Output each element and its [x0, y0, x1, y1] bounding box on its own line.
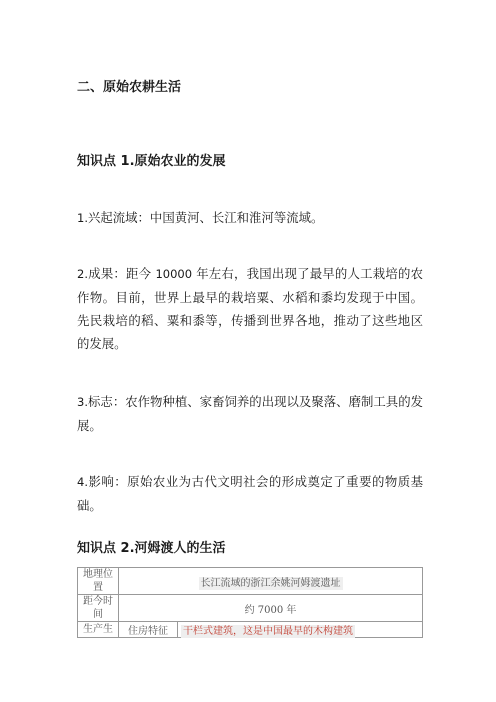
item-prefix: 成果：距今 — [87, 266, 156, 281]
paragraph-impact — [77, 470, 423, 517]
item-number: 1. — [77, 211, 88, 225]
knowledge-point-1-title: 知识点 1.原始农业的发展 — [77, 154, 226, 169]
knowledge-point-2-title: 知识点 2.河姆渡人的生活 — [77, 541, 226, 556]
row-label: 距今时间 — [78, 595, 119, 622]
paragraph-marks — [77, 390, 423, 437]
row-label: 地理位置 — [78, 568, 119, 595]
row-value: 约 7000 年 — [119, 595, 423, 622]
item-number: 3. — [77, 395, 88, 409]
item-number: 4. — [77, 475, 88, 489]
item-number: 2. — [77, 267, 88, 281]
item-year: 10000 — [155, 267, 193, 281]
row-value: 长江流域的浙江余姚河姆渡遗址 — [119, 568, 423, 595]
table-row — [78, 595, 423, 622]
paragraph-achievement — [77, 262, 423, 355]
item-text: 标志：农作物种植、家畜饲养的出现以及聚落、磨制工具的发展。 — [77, 394, 423, 433]
row-label: 生产生 — [78, 622, 119, 638]
item-text: 年左右，我国出现了最早的人工栽培的农作物。目前，世界上最早的栽培粟、水稻和黍均发现于中国。先民栽培的稻、粟和黍等，传播到世界各地，推动了这些地区的发展。 — [77, 266, 423, 351]
row-sublabel: 住房特征 — [119, 622, 178, 638]
item-text: 兴起流域：中国黄河、长江和淮河等流域。 — [87, 210, 324, 225]
row-value: 干栏式建筑，这是中国最早的木构建筑 — [178, 622, 423, 638]
table-row — [78, 568, 423, 595]
paragraph-origin — [77, 206, 423, 230]
section-title: 二、原始农耕生活 — [77, 80, 182, 95]
table-row — [78, 622, 423, 638]
hemudu-info-table — [77, 567, 423, 638]
item-text: 影响：原始农业为古代文明社会的形成奠定了重要的物质基础。 — [77, 474, 423, 513]
